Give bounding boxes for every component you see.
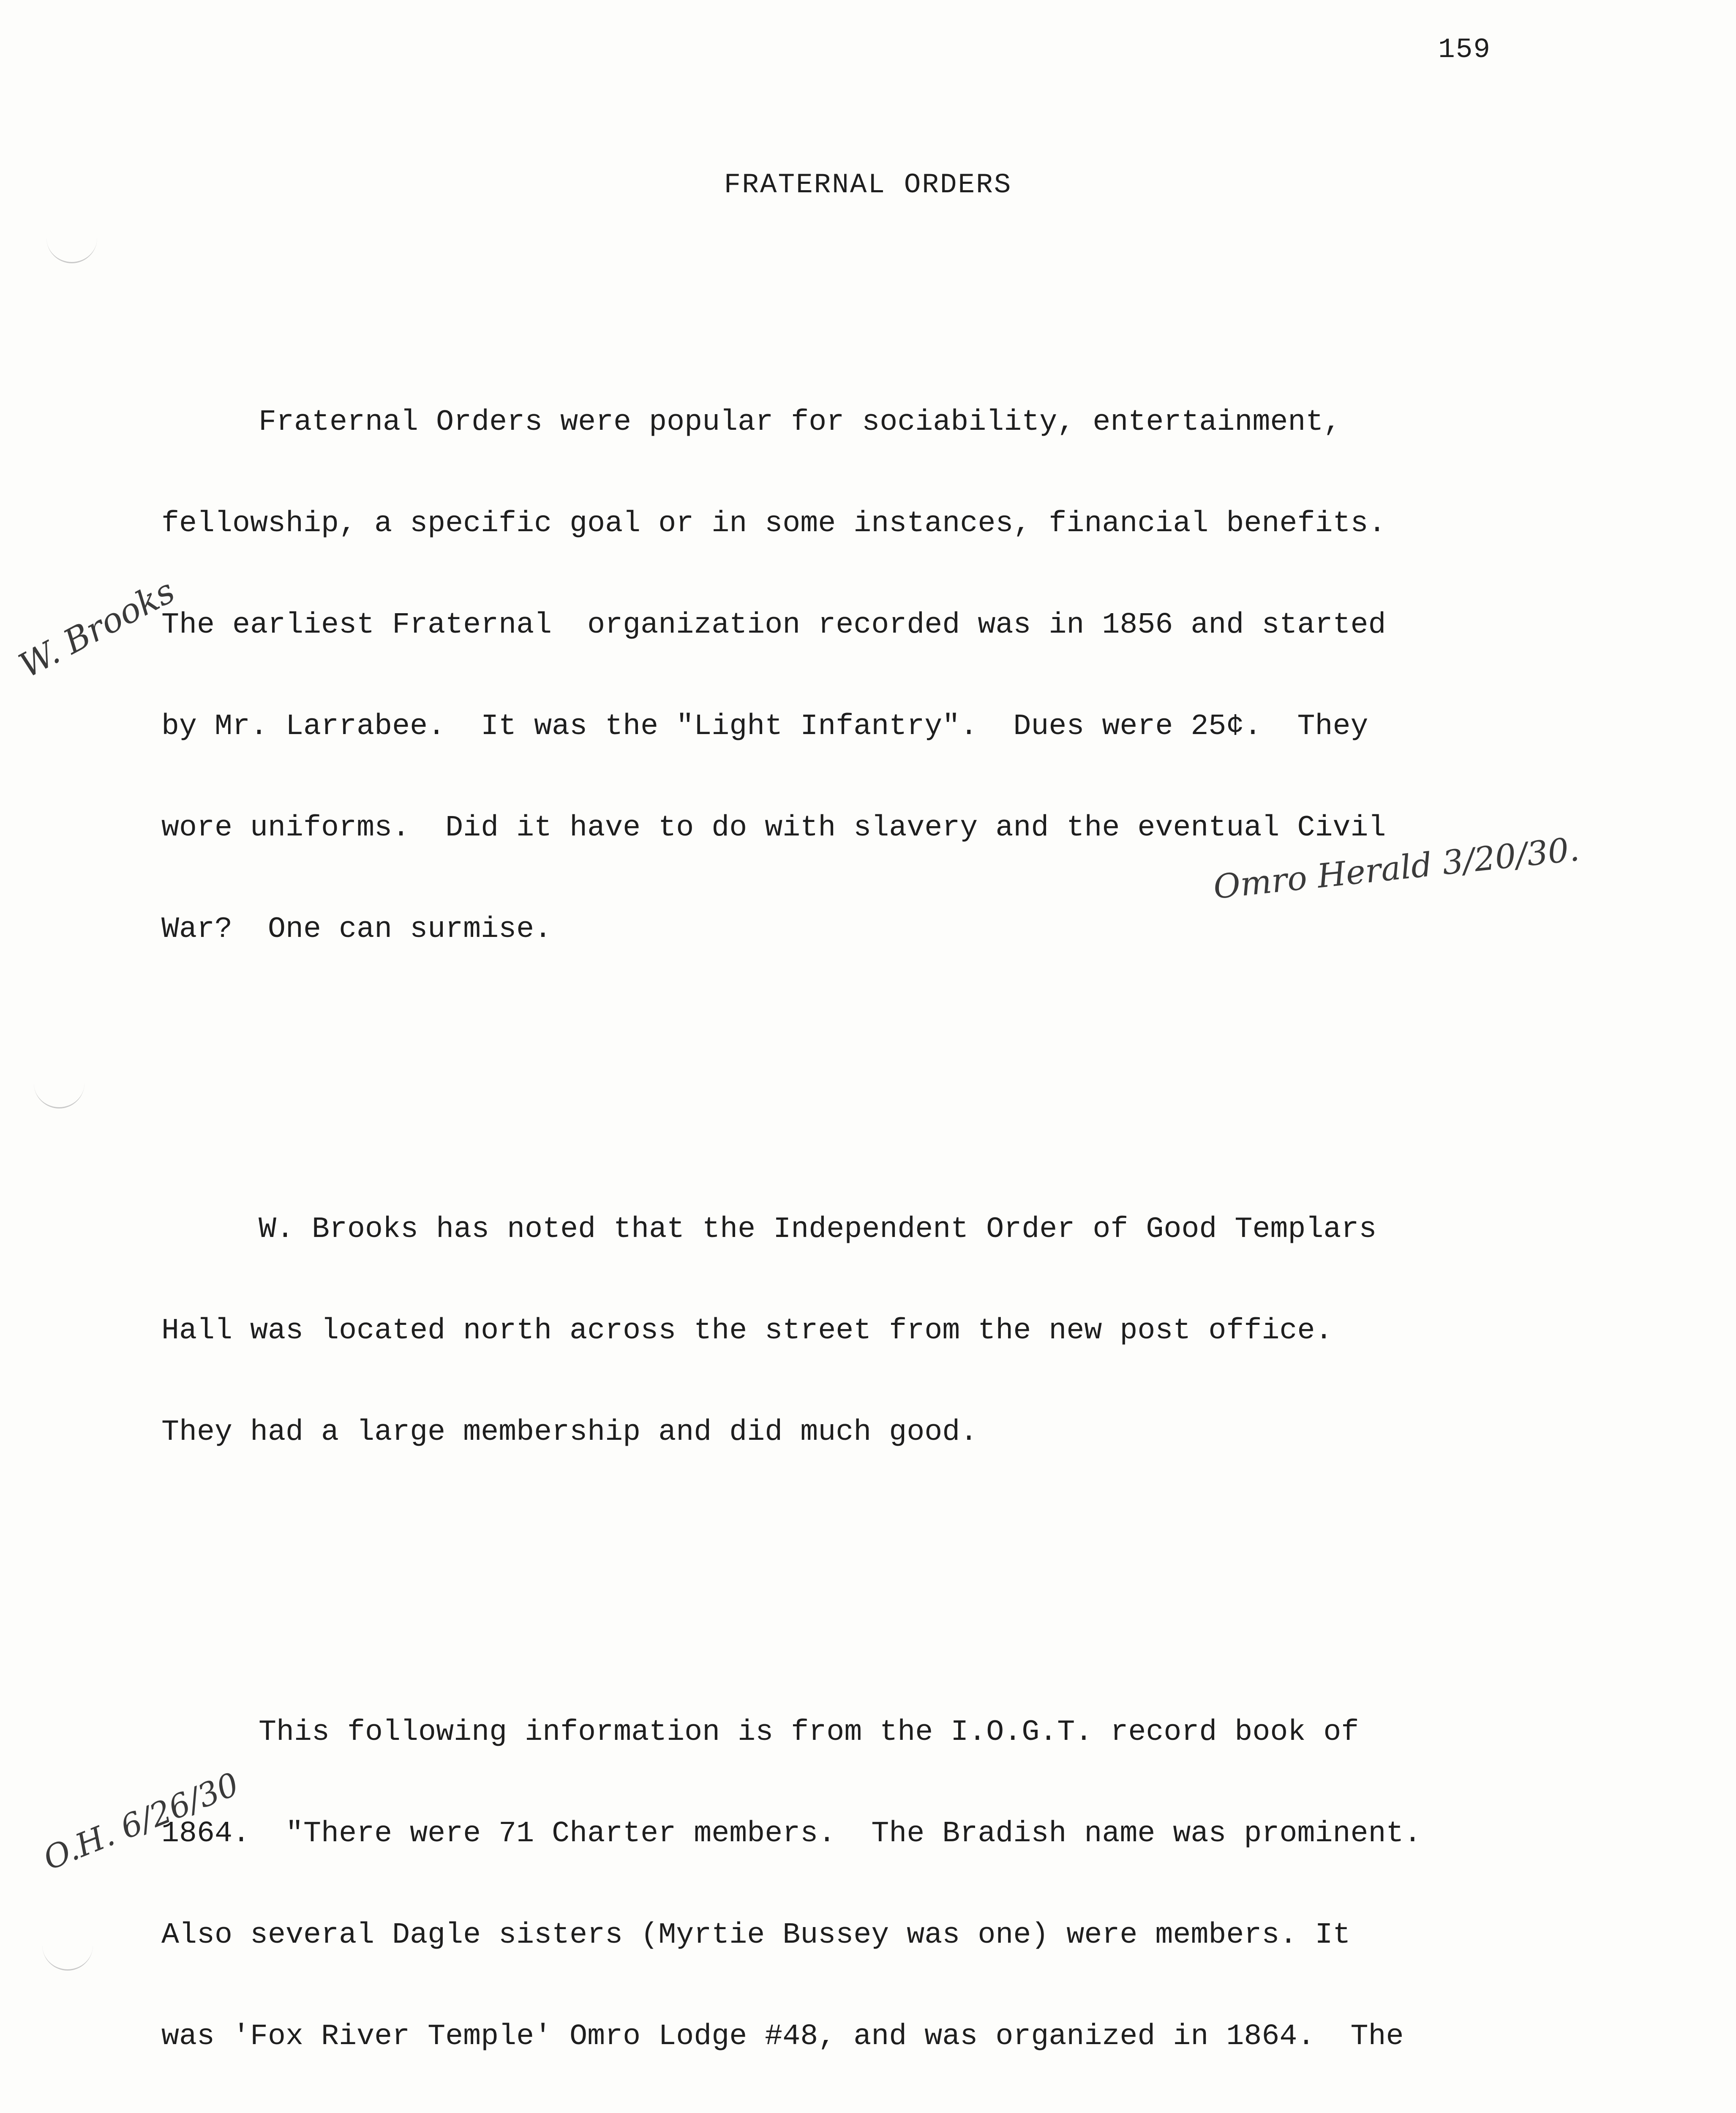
text-line: 1864. "There were 71 Charter members. The Bradish name was prominent.: [161, 1817, 1422, 1851]
handwritten-note-herald: Omro Herald 3/20/30.: [1211, 830, 1581, 907]
handwritten-note-bottom: O.H. 6/26/30: [38, 1765, 244, 1878]
text-line: Hall was located north across the street from the new post office.: [161, 1314, 1333, 1348]
paragraph-iogt-record: [161, 1648, 1606, 2113]
handwritten-note-brooks: W. Brooks: [13, 571, 181, 686]
text-line: Fraternal Orders were popular for sociability, entertainment,: [259, 406, 1341, 439]
text-line: They had a large membership and did much good.: [161, 1416, 978, 1449]
text-line: This following information is from the I.O.G.T. record book of: [259, 1716, 1359, 1749]
margin-mark: [42, 1944, 93, 1971]
text-line: Also several Dagle sisters (Myrtie Bussey was one) were members. It: [161, 1919, 1351, 1952]
paragraph-brooks: [161, 1145, 1606, 1517]
margin-mark: [34, 1082, 84, 1108]
margin-mark: [46, 237, 97, 263]
body-text: [161, 237, 1606, 2113]
text-line: wore uniforms. Did it have to do with slavery and the eventual Civil: [161, 811, 1386, 845]
text-line: W. Brooks has noted that the Independent Order of Good Templars: [259, 1213, 1377, 1246]
page-number: 159: [1438, 34, 1491, 66]
text-line: War? One can surmise.: [161, 913, 552, 946]
text-line: fellowship, a specific goal or in some instances, financial benefits.: [161, 507, 1386, 541]
text-line: was 'Fox River Temple' Omro Lodge #48, and was organized in 1864. The: [161, 2020, 1404, 2053]
page-title: FRATERNAL ORDERS: [724, 169, 1012, 201]
text-line: by Mr. Larrabee. It was the "Light Infantry". Dues were 25¢. They: [161, 710, 1368, 743]
paragraph-intro: [161, 338, 1606, 1014]
text-line: The earliest Fraternal organization recorded was in 1856 and started: [161, 609, 1386, 642]
